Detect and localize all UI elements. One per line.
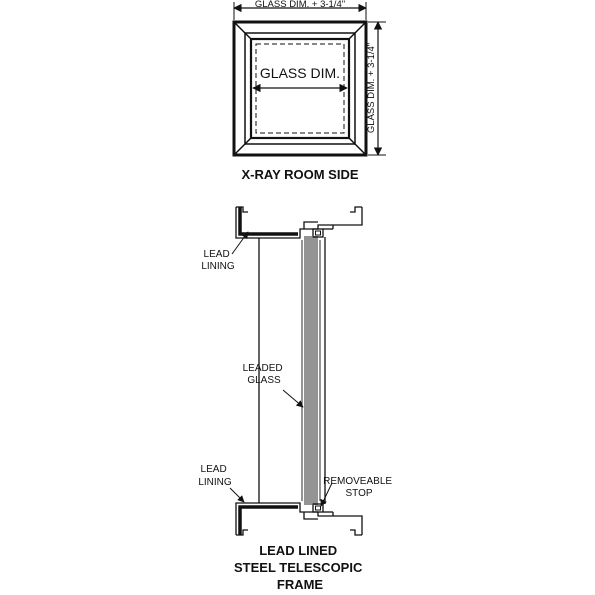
section-caption [234, 543, 366, 592]
miter-bottom-left [234, 138, 251, 155]
top-dimension-label: GLASS DIM. + 3-1/4" [254, 0, 346, 10]
leaded-glass-panel [302, 236, 320, 505]
miter-bottom-right [349, 138, 366, 155]
miter-top-right [349, 22, 366, 39]
section-caption-line-1: LEAD LINED [259, 543, 338, 558]
elevation-caption: X-RAY ROOM SIDE [241, 167, 359, 182]
section-caption-line-2: STEEL TELESCOPIC [234, 560, 363, 575]
lead-lining-bottom-label [198, 464, 232, 488]
leaded-glass-line-1: LEADED [242, 363, 283, 374]
removeable-stop-label [323, 476, 395, 499]
lead-lining-top-label [201, 249, 235, 272]
leaded-glass-leader [283, 390, 303, 407]
lead-lining-top-line-2: LINING [201, 261, 235, 272]
leaded-glass-label [243, 363, 286, 386]
lead-lining-bottom-leader [230, 488, 244, 502]
removeable-stop-line-2: STOP [345, 488, 373, 499]
frame-top-left-lead [240, 207, 298, 234]
side-dimension-label: GLASS DIM. + 3-1/4" [366, 42, 377, 134]
glass-dimension-label: GLASS DIM. [259, 65, 341, 81]
lead-lining-bottom-line-2: LINING [198, 477, 232, 488]
removeable-stop-line-1: REMOVEABLE [323, 476, 393, 487]
miter-top-left [234, 22, 251, 39]
lead-lining-bottom-line-1: LEAD [200, 464, 227, 475]
removeable-stop-top [313, 229, 323, 237]
section-caption-line-3: FRAME [276, 577, 324, 592]
leaded-glass-line-2: GLASS [247, 375, 281, 386]
lead-lining-top-line-1: LEAD [203, 249, 230, 260]
frame-bottom-left-lead [240, 507, 298, 535]
